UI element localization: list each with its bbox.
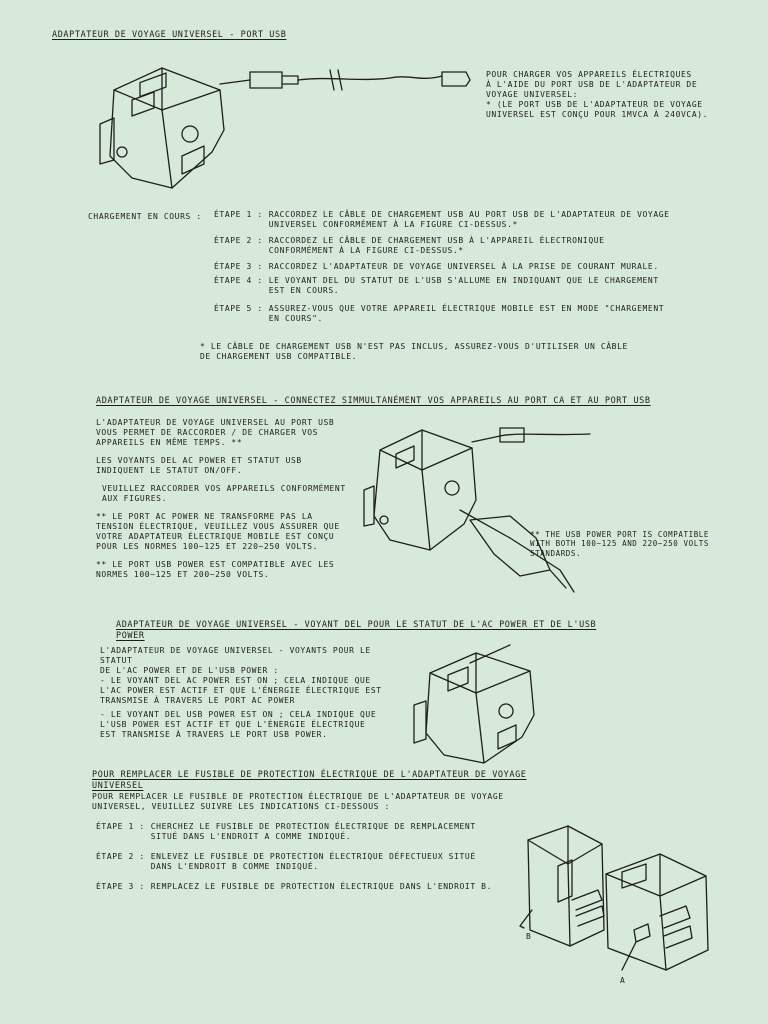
step-text: CHERCHEZ LE FUSIBLE DE PROTECTION ÉLECTRIQUE DE REMPLACEMENT SITUÉ DANS L'ENDROIT A COMME INDIQUÉ.: [150, 822, 476, 841]
section3-line: L'USB POWER EST ACTIF ET QUE L'ÉNERGIE ÉLECTRIQUE: [100, 720, 366, 729]
step-row: [214, 276, 674, 296]
intro-line: * (LE PORT USB DE L'ADAPTATEUR DE VOYAGE: [486, 100, 703, 109]
section4-intro: POUR REMPLACER LE FUSIBLE DE PROTECTION ÉLECTRIQUE DE L'ADAPTATEUR DE VOYAGE UNIVERSEL, VEUILLEZ SUIVRE LES INDICATIONS CI-DESSOUS :: [92, 792, 504, 811]
section3-line: DE L'AC POWER ET DE L'USB POWER :: [100, 666, 279, 675]
charging-steps: [214, 210, 674, 324]
step-label: ÉTAPE 3 :: [96, 882, 145, 891]
step-text: ASSUREZ-VOUS QUE VOTRE APPAREIL ÉLECTRIQUE MOBILE EST EN MODE "CHARGEMENT EN COURS".: [268, 304, 665, 323]
step-text: REMPLACEZ LE FUSIBLE DE PROTECTION ÉLECTRIQUE DANS L'ENDROIT B.: [150, 882, 492, 891]
section3-line: L'AC POWER EST ACTIF ET QUE L'ÉNERGIE ÉLECTRIQUE EST: [100, 686, 382, 695]
label-a: A: [620, 976, 626, 985]
charging-label: CHARGEMENT EN COURS :: [88, 212, 202, 221]
section2-title: ADAPTATEUR DE VOYAGE UNIVERSEL - CONNECTEZ SIMMULTANÉMENT VOS APPAREILS AU PORT CA ET AU PORT USB: [96, 396, 651, 406]
step-label: ÉTAPE 2 :: [214, 236, 263, 245]
section2-para4: ** LE PORT AC POWER NE TRANSFORME PAS LA TENSION ÉLECTRIQUE, VEUILLEZ VOUS ASSURER QUE VOTRE ADAPTATEUR ÉLECTRIQUE MOBILE EST CONÇU POUR LES NORMES 100~125 ET 220~250 VOLTS.: [96, 512, 340, 551]
section3-line: EST TRANSMISE À TRAVERS LE PORT USB POWER.: [100, 730, 328, 739]
section3-title: ADAPTATEUR DE VOYAGE UNIVERSEL - VOYANT DEL POUR LE STATUT DE L'AC POWER ET DE L'USB POWER: [116, 620, 597, 641]
step-text: RACCORDEZ LE CÂBLE DE CHARGEMENT USB AU PORT USB DE L'ADAPTATEUR DE VOYAGE UNIVERSEL CONFORMÉMENT À LA FIGURE CI-DESSUS.*: [268, 210, 670, 229]
step-row: [214, 236, 674, 256]
step-row: [214, 304, 674, 324]
intro-line: À L'AIDE DU PORT USB DE L'ADAPTATEUR DE: [486, 80, 698, 89]
step-label: ÉTAPE 1 :: [96, 822, 145, 831]
step-label: ÉTAPE 4 :: [214, 276, 263, 285]
section2-para2: LES VOYANTS DEL AC POWER ET STATUT USB INDIQUENT LE STATUT ON/OFF.: [96, 456, 302, 475]
step-row: [214, 262, 674, 272]
section2-text: [96, 418, 346, 580]
step-label: ÉTAPE 3 :: [214, 262, 263, 271]
step-text: RACCORDEZ L'ADAPTATEUR DE VOYAGE UNIVERSEL À LA PRISE DE COURANT MURALE.: [268, 262, 659, 271]
step-label: ÉTAPE 5 :: [214, 304, 263, 313]
section3-line: L'ADAPTATEUR DE VOYAGE UNIVERSEL - VOYANTS POUR LE STATUT: [100, 646, 371, 665]
step-row: [96, 882, 496, 892]
fuse-steps: [96, 822, 496, 892]
intro-line: UNIVERSEL EST CONÇU POUR 1MVCA À 240VCA).: [486, 110, 709, 119]
section3-line: - LE VOYANT DEL AC POWER EST ON ; CELA INDIQUE QUE: [100, 676, 371, 685]
label-b: B: [526, 932, 532, 941]
step-row: [214, 210, 674, 230]
section2-para5: ** LE PORT USB POWER EST COMPATIBLE AVEC LES NORMES 100~125 ET 200~250 VOLTS.: [96, 560, 335, 579]
section3-line: TRANSMISE À TRAVERS LE PORT AC POWER: [100, 696, 295, 705]
step-row: [96, 822, 496, 842]
usb-power-note: ** THE USB POWER PORT IS COMPATIBLE WITH BOTH 100~125 AND 220~250 VOLTS STANDARDS.: [530, 530, 710, 558]
intro-line: VOYAGE UNIVERSEL:: [486, 90, 579, 99]
cable-footnote: * LE CÂBLE DE CHARGEMENT USB N'EST PAS INCLUS, ASSUREZ-VOUS D'UTILISER UN CÂBLE DE CHARGEMENT USB COMPATIBLE.: [200, 342, 628, 361]
section4-title: POUR REMPLACER LE FUSIBLE DE PROTECTION ÉLECTRIQUE DE L'ADAPTATEUR DE VOYAGE UNIVERSEL: [92, 770, 527, 791]
usb-intro-text: [486, 70, 746, 120]
step-label: ÉTAPE 2 :: [96, 852, 145, 861]
adapter-plug-illustration: [360, 420, 590, 600]
step-text: LE VOYANT DEL DU STATUT DE L'USB S'ALLUME EN INDIQUANT QUE LE CHARGEMENT EST EN COURS.: [268, 276, 659, 295]
section2-para3: VEUILLEZ RACCORDER VOS APPAREILS CONFORMÉMENT AUX FIGURES.: [102, 484, 346, 503]
section3-line: - LE VOYANT DEL USB POWER EST ON ; CELA INDIQUE QUE: [100, 710, 377, 719]
intro-line: POUR CHARGER VOS APPAREILS ÉLECTRIQUES: [486, 70, 692, 79]
adapter-led-illustration: [410, 645, 550, 770]
step-text: RACCORDEZ LE CÂBLE DE CHARGEMENT USB À L'APPAREIL ÉLECTRONIQUE CONFORMÉMENT À LA FIGURE CI-DESSUS.*: [268, 236, 605, 255]
usb-cable-illustration: [220, 62, 480, 102]
section3-text: [100, 646, 400, 740]
step-text: ENLEVEZ LE FUSIBLE DE PROTECTION ÉLECTRIQUE DÉFECTUEUX SITUÉ DANS L'ENDROIT B COMME INDIQUÉ.: [150, 852, 476, 871]
section2-para1: L'ADAPTATEUR DE VOYAGE UNIVERSEL AU PORT USB VOUS PERMET DE RACCORDER / DE CHARGER VOS APPAREILS EN MÊME TEMPS. **: [96, 418, 335, 447]
step-label: ÉTAPE 1 :: [214, 210, 263, 219]
section1-title: ADAPTATEUR DE VOYAGE UNIVERSEL - PORT USB: [52, 30, 287, 40]
step-row: [96, 852, 496, 872]
